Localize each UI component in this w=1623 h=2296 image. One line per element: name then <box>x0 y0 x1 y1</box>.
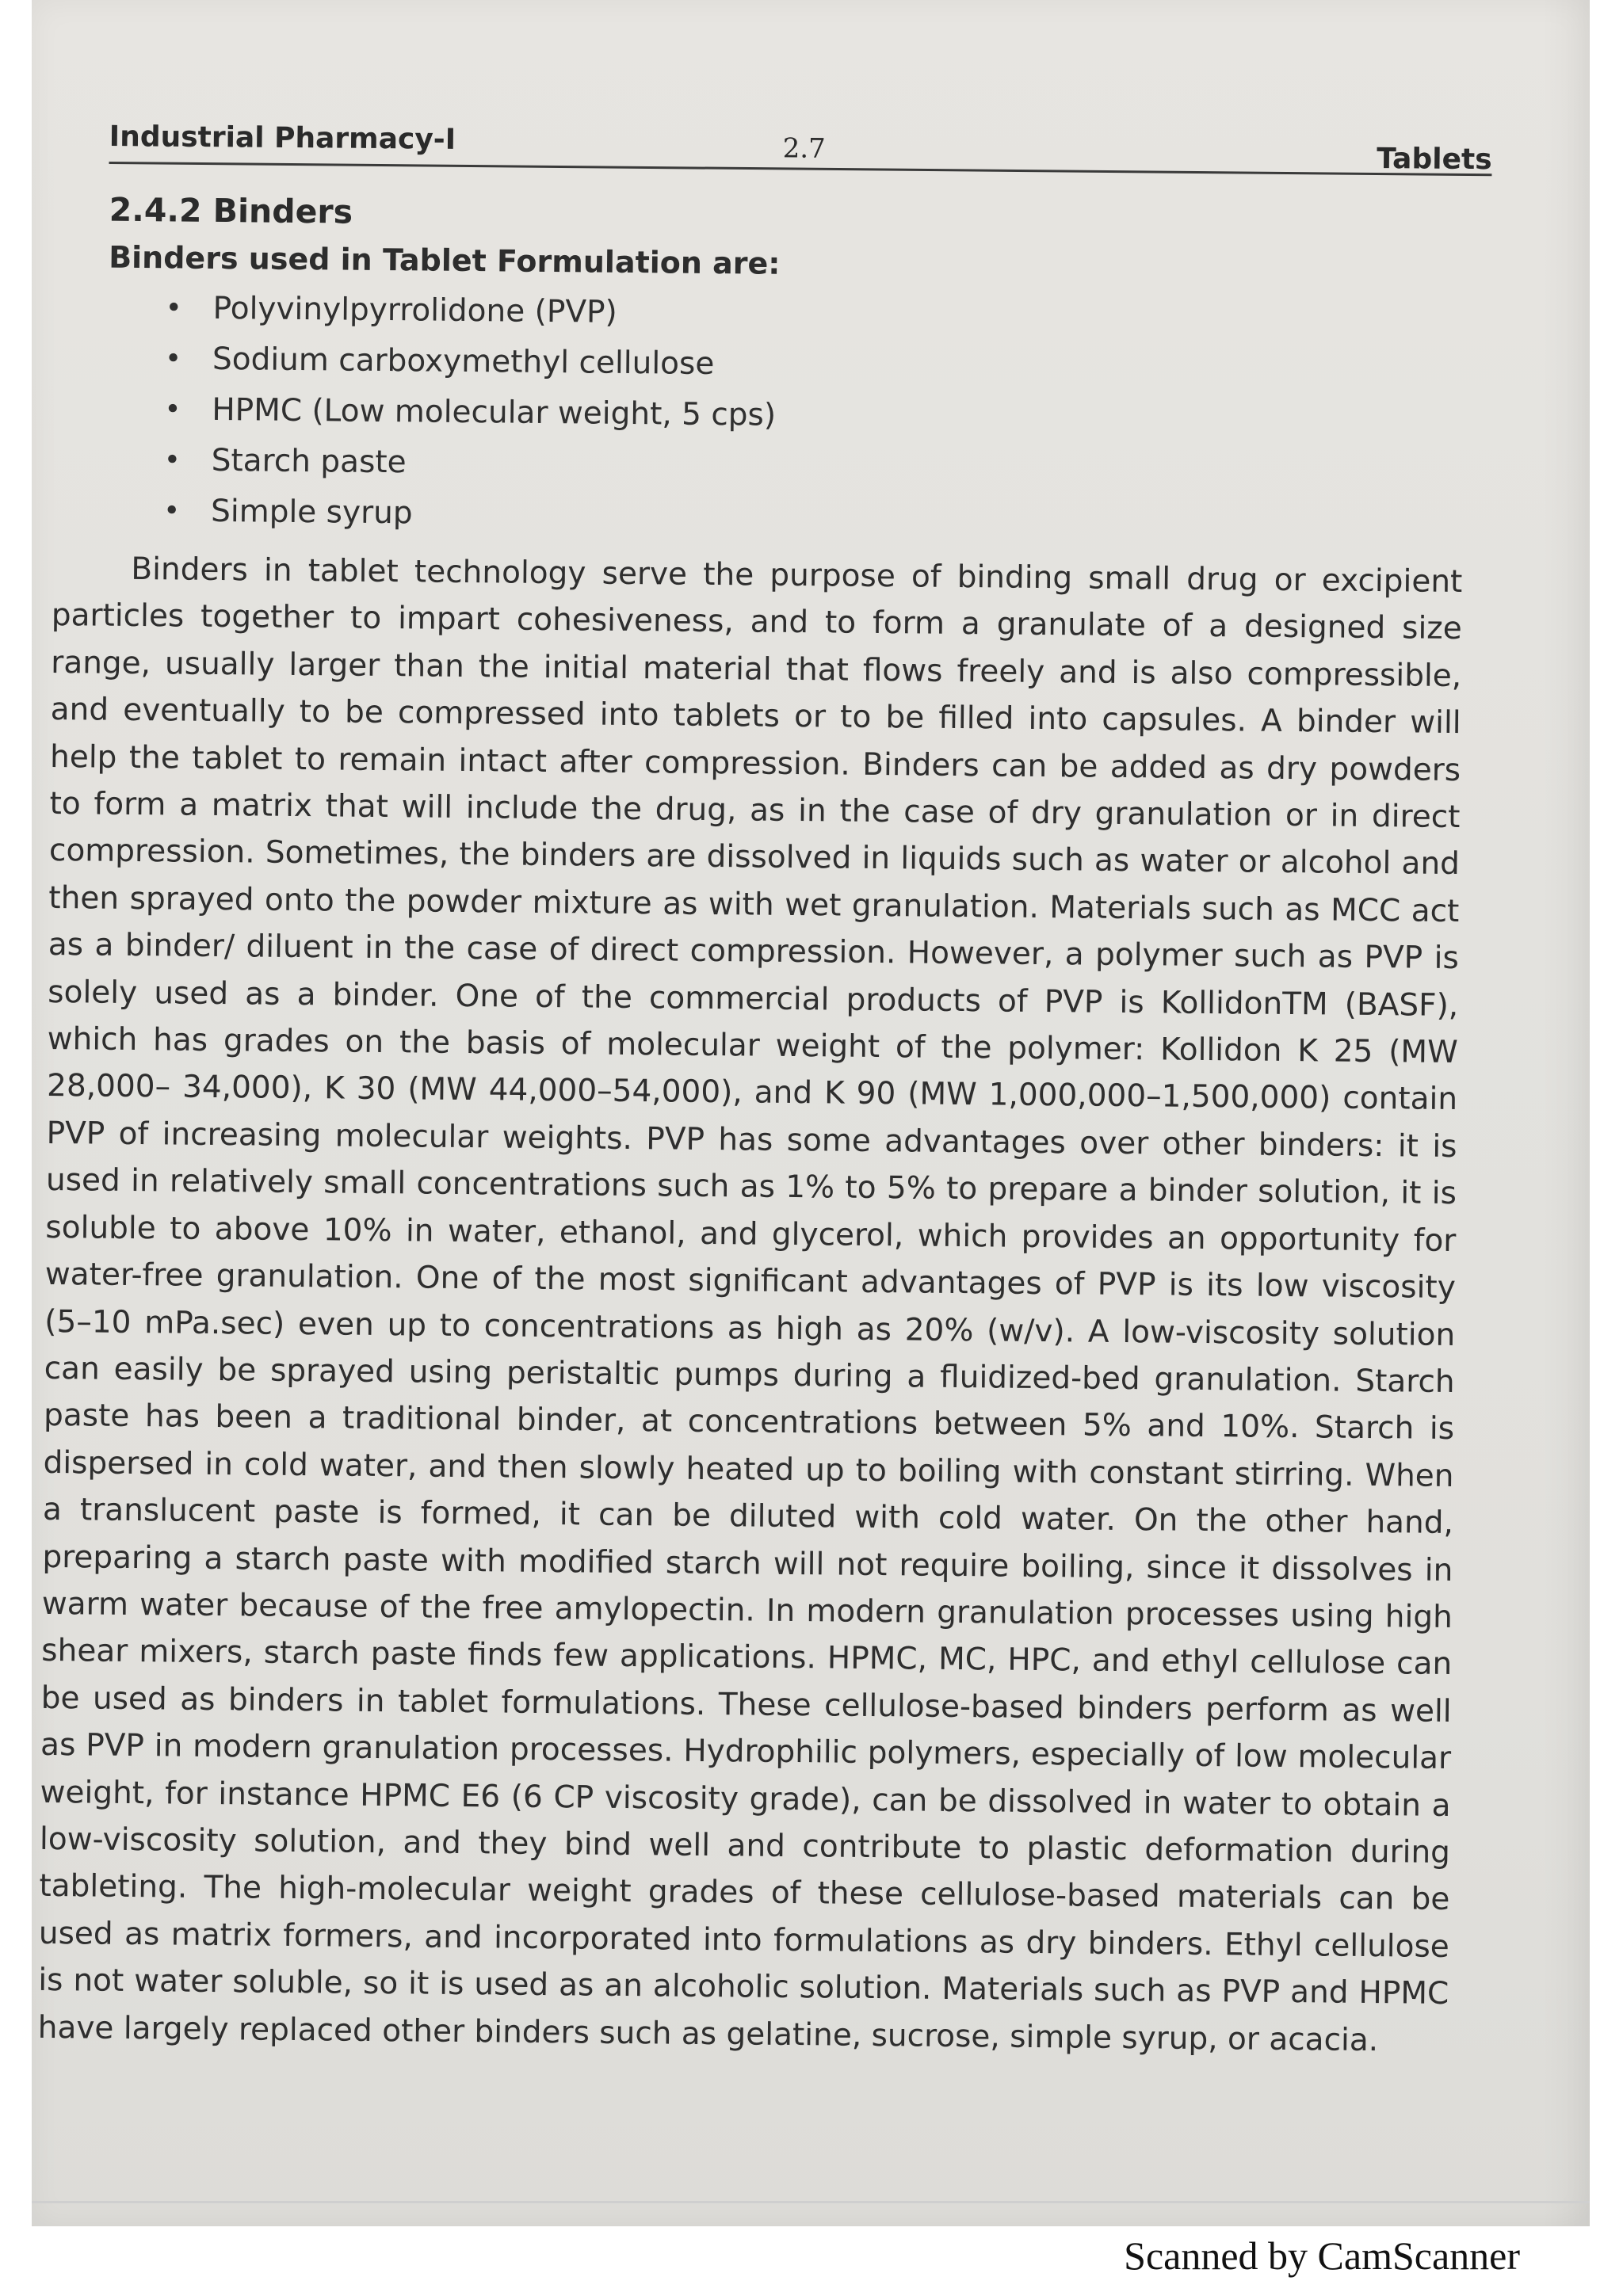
page-edge-shadow <box>1542 0 1590 2226</box>
chapter-title: Tablets <box>1377 142 1492 177</box>
bullet-icon: • <box>163 444 181 477</box>
list-item-text: Polyvinylpyrrolidone (PVP) <box>212 290 617 330</box>
list-item-text: HPMC (Low molecular weight, 5 cps) <box>212 391 777 433</box>
bullet-icon: • <box>164 393 181 426</box>
section-subheading: Binders used in Tablet Formulation are: <box>108 239 781 281</box>
bullet-icon: • <box>162 494 181 528</box>
page-content <box>37 190 1481 2065</box>
book-title: Industrial Pharmacy-I <box>109 120 456 156</box>
list-item-text: Starch paste <box>211 442 407 481</box>
list-item-text: Simple syrup <box>210 493 413 532</box>
page-number: 2.7 <box>782 132 826 165</box>
bullet-icon: • <box>165 292 183 325</box>
bullet-icon: • <box>164 342 182 376</box>
scanner-watermark: Scanned by CamScanner <box>1124 2233 1520 2278</box>
body-paragraph: Binders in tablet technology serve the purpose of binding small drug or excipient particles together to impart cohesiveness, and to form a granulate of a designed size range, usually larger than the initial material that flows freely and is also compressible, and eventually to be compressed into tablets or to be filled into capsules. A binder will help the tablet to remain intact after compression. Binders can be added as dry powders to form a matrix that will include the drug, as in the case of dry granulation or in direct compression. Sometimes, the binders are dissolved in liquids such as water or alcohol and then sprayed onto the powder mixture as with wet granulation. Materials such as MCC act as a binder/ diluent in the case of direct compression. However, a polymer such as PVP is solely used as a binder. One of the commercial products of PVP is KollidonTM (BASF), which has grades on the basis of molecular weight of the polymer: Kollidon K 25 (MW 28,000– 34,000), K 30 (MW 44,000–54,000), and K 90 (MW 1,000,000–1,500,000) contain PVP of increasing molecular weights. PVP has some advantages over other binders: it is used in relatively small concentrations such as 1% to 5% to prepare a binder solution, it is soluble to above 10% in water, ethanol, and glycerol, which provides an opportunity for water-free granulation. One of the most significant advantages of PVP is its low viscosity (5–10 mPa.sec) even up to concentrations as high as 20% (w/v). A low-viscosity solution can easily be sprayed using peristaltic pumps during a fluidized-bed granulation. Starch paste has been a traditional binder, at concentrations between 5% and 10%. Starch is dispersed in cold water, and then slowly heated up to boiling with constant stirring. When a translucent paste is formed, it can be diluted with cold water. On the other hand, preparing a starch paste with modified starch will not require boiling, since it dissolves in warm water because of the free amylopectin. In modern granulation processes using high shear mixers, starch paste finds few applications. HPMC, MC, HPC, and ethyl cellulose can be used as binders in tablet formulations. These cellulose-based binders perform as well as PVP in modern granulation processes. Hydrophilic polymers, especially of low molecular weight, for instance HPMC E6 (6 CP viscosity grade), can be dissolved in water to obtain a low-viscosity solution, and they bind well and contribute to plastic deformation during tableting. The high-molecular weight grades of these cellulose-based materials can be used as matrix formers, and incorporated into formulations as dry binders. Ethyl cellulose is not water soluble, so it is used as an alcoholic solution. Materials such as PVP and HPMC have largely replaced other binders such as gelatine, sucrose, simple syrup, or acacia. <box>37 551 1463 2058</box>
page-bottom-edge <box>32 2201 1590 2203</box>
list-item-text: Sodium carboxymethyl cellulose <box>212 341 715 382</box>
binder-list <box>52 282 1481 549</box>
section-heading: 2.4.2 Binders <box>109 190 353 231</box>
